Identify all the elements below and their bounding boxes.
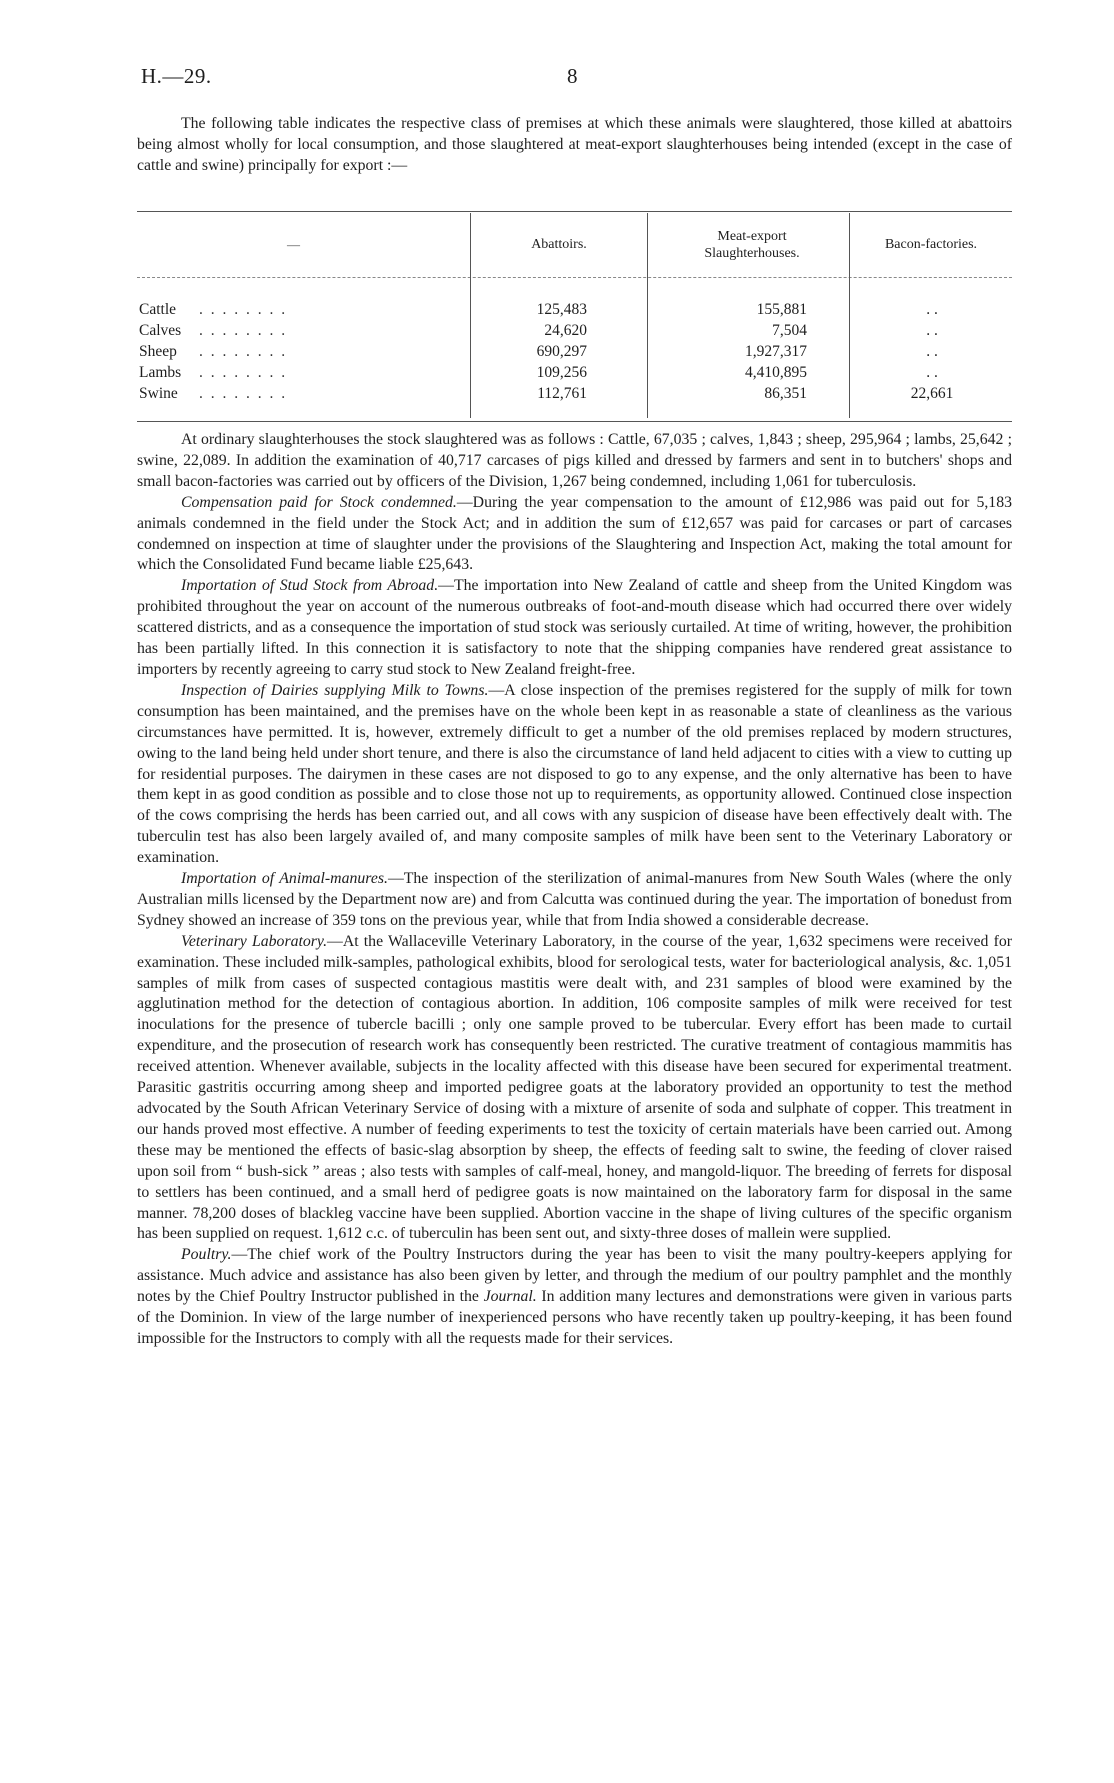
leader-dots: . . . . . . . . [199, 364, 288, 381]
row-label: Lambs [139, 364, 182, 381]
table-row [137, 343, 1012, 364]
slaughter-table [137, 211, 1012, 425]
row-label: Swine [139, 385, 178, 402]
body-text [137, 430, 1012, 1350]
paragraph [137, 869, 1012, 932]
cell-bacon: . . [926, 343, 938, 360]
paragraph-heading: Inspection of Dairies supplying Milk to Towns. [181, 681, 489, 699]
cell-meat-export: 1,927,317 [745, 343, 807, 360]
col-header-bacon-factories: Bacon-factories. [884, 237, 978, 252]
cell-meat-export: 86,351 [764, 385, 807, 402]
row-label: Calves [139, 322, 182, 339]
paragraph-text: —During the year compensation to the amount of £12,986 was paid out for 5,183 animals condemned in the field under the Stock Act; and in addition the sum of £12,657 was paid for carcases or part of carcases condemned on inspection at time of slaughter under the provisions of the Slaughtering and Inspection Act, making the total amount for which the Consolidated Fund became liable £25,643. [137, 493, 1012, 574]
paragraph-text: At ordinary slaughterhouses the stock slaughtered was as follows : Cattle, 67,035 ; calves, 1,843 ; sheep, 295,964 ; lambs, 25,642 ; swine, 22,089. In addition the examination of 40,717 carcases of pigs killed and dressed by farmers and sent in to butchers' shops and small bacon-factories was carried out by officers of the Division, 1,267 being condemned, including 1,061 for tuberculosis. [137, 431, 1012, 490]
paragraph [137, 932, 1012, 1246]
table-bottom-rule [137, 421, 1012, 422]
page-number: 8 [567, 64, 578, 88]
paragraph [137, 493, 1012, 577]
table-row [137, 301, 1012, 322]
paragraph-text: —At the Wallaceville Veterinary Laboratory, in the course of the year, 1,632 specimens were received for examination. These included milk-samples, pathological exhibits, blood for serological tests, water for bacteriological analysis, &c. 1,051 samples of milk from cases of suspected contagious mastitis were dealt with, and 231 samples of blood were examined by the agglutination method for the detection of contagious abortion. In addition, 106 composite samples of milk were received for test inoculations for the presence of tubercle bacilli ; only one sample proved to be tubercular. Every effort has been made to curtail expenditure, and the prosecution of research work has consequently been restricted. The curative treatment of contagious mammitis has received attention. Whenever available, subjects in the locality affected with this disease have been secured for experimental treatment. Parasitic gastritis occurring among sheep and imported pedigree goats at the laboratory provided an opportunity to test the method advocated by the South African Veterinary Service of dosing with a mixture of arsenite of soda and sulphate of copper. This treatment in our hands proved most effective. A number of feeding experiments to test the toxicity of certain materials have been carried out. Among these may be mentioned the effects of basic-slag absorption by sheep, the effects of feeding salt to swine, the feeding of clover raised upon soil from “ bush-sick ” areas ; also tests with samples of calf-meal, honey, and mangold-liquor. The breeding of ferrets for disposal to settlers has been continued, and a small herd of pedigree goats is now maintained on the laboratory farm for disposal in the same manner. 78,200 doses of blackleg vaccine have been supplied. Abortion vaccine in the shape of living cultures of the specific organism has been supplied on request. 1,612 c.c. of tuberculin has been sent out, and sixty-three doses of mallein were supplied. [137, 932, 1012, 1243]
paragraph-text: —The importation into New Zealand of cattle and sheep from the United Kingdom was prohibited throughout the year on account of the numerous outbreaks of foot-and-mouth disease which had occurred there over widely scattered districts, and as a consequence the importation of stud stock was seriously curtailed. At time of writing, however, the prohibition has been partially lifted. In this connection it is satisfactory to note that the shipping companies have rendered great assistance to importers by recently agreeing to carry stud stock to New Zealand freight-free. [137, 577, 1012, 678]
cell-meat-export: 155,881 [756, 301, 807, 318]
cell-abattoirs: 109,256 [536, 364, 587, 381]
journal-title: Journal. [483, 1288, 537, 1306]
table-row [137, 322, 1012, 343]
leader-dots: . . . . . . . . [199, 343, 288, 360]
table-row [137, 364, 1012, 385]
paragraph-text: —A close inspection of the premises registered for the supply of milk for town consumption has been maintained, and the premises have on the whole been kept in as reasonable a state of cleanliness as the various circumstances have permitted. It is, however, extremely difficult to get a number of the old premises replaced by modern structures, owing to the land being held under short tenure, and there is also the circumstance of land held adjacent to cities with a view to cutting up for residential purposes. The dairymen in these cases are not disposed to go to any expense, and the only alternative has been to have them kept in as good condition as possible and to close those not up to requirements, as opportunity allowed. Continued close inspection of the cows comprising the herds has been carried out, and all cows with any suspicion of disease have been effectively dealt with. The tuberculin test has also been largely availed of, and many composite samples of milk have been sent to the Veterinary Laboratory or examination. [137, 681, 1012, 867]
cell-meat-export: 4,410,895 [745, 364, 807, 381]
paragraph-text: —The chief work of the Poultry Instructors during the year has been to visit the many poultry-keepers applying for assistance. Much advice and assistance has also been given by letter, and through the medium of our poultry pamphlet and the monthly notes by the Chief Poultry Instructor published in the [137, 1246, 1012, 1306]
table-header-rule [137, 277, 1012, 278]
paragraph [137, 576, 1012, 681]
cell-meat-export: 7,504 [772, 322, 807, 339]
cell-abattoirs: 690,297 [536, 343, 587, 360]
cell-bacon: . . [926, 364, 938, 381]
paragraph [137, 1245, 1012, 1350]
paragraph-heading: Poultry. [181, 1246, 232, 1264]
cell-bacon: . . [926, 301, 938, 318]
col-header-abattoirs: Abattoirs. [531, 237, 587, 252]
paragraph-text: In addition many lectures and demonstrations were given in various parts of the Dominion. In view of the large number of inexperienced persons who have recently taken up poultry-keeping, it has been found impossible for the Instructors to comply with all the requests made for their services. [137, 1288, 1012, 1347]
col-header-meat-export: Meat-export Slaughterhouses. [704, 229, 800, 261]
paragraph-heading: Compensation paid for Stock condemned. [181, 493, 457, 511]
leader-dots: . . . . . . . . [199, 322, 288, 339]
leader-dots: . . . . . . . . [199, 385, 288, 402]
leader-dots: . . . . . . . . [199, 301, 288, 318]
cell-bacon: . . [926, 322, 938, 339]
paragraph-heading: Importation of Animal-manures. [181, 870, 388, 888]
paragraph [137, 681, 1012, 869]
cell-bacon: 22,661 [910, 385, 954, 402]
paragraph [137, 430, 1012, 493]
intro-text: The following table indicates the respective class of premises at which these animals were slaughtered, those killed at abattoirs being almost wholly for local consumption, and those slaughtered at meat-export slaughterhouses being intended (except in the case of cattle and swine) principally for export :— [137, 115, 1012, 174]
cell-abattoirs: 112,761 [537, 385, 587, 402]
table-top-rule [137, 211, 1012, 212]
paragraph-heading: Importation of Stud Stock from Abroad. [181, 577, 439, 595]
cell-abattoirs: 24,620 [544, 322, 587, 339]
paragraph-text: —The inspection of the sterilization of animal-manures from New South Wales (where the only Australian mills licensed by the Department now are) and from Calcutta was continued during the year. The importation of bonedust from Sydney showed an increase of 359 tons on the previous year, while that from India showed a considerable decrease. [137, 870, 1012, 929]
row-label: Cattle [139, 301, 177, 318]
paragraph-heading: Veterinary Laboratory. [181, 932, 328, 950]
intro-paragraph [137, 114, 1012, 177]
cell-abattoirs: 125,483 [536, 301, 587, 318]
row-label: Sheep [139, 343, 177, 360]
table-row [137, 385, 1012, 406]
report-code: H.—29. [141, 64, 212, 88]
stub-header: — [287, 237, 300, 252]
